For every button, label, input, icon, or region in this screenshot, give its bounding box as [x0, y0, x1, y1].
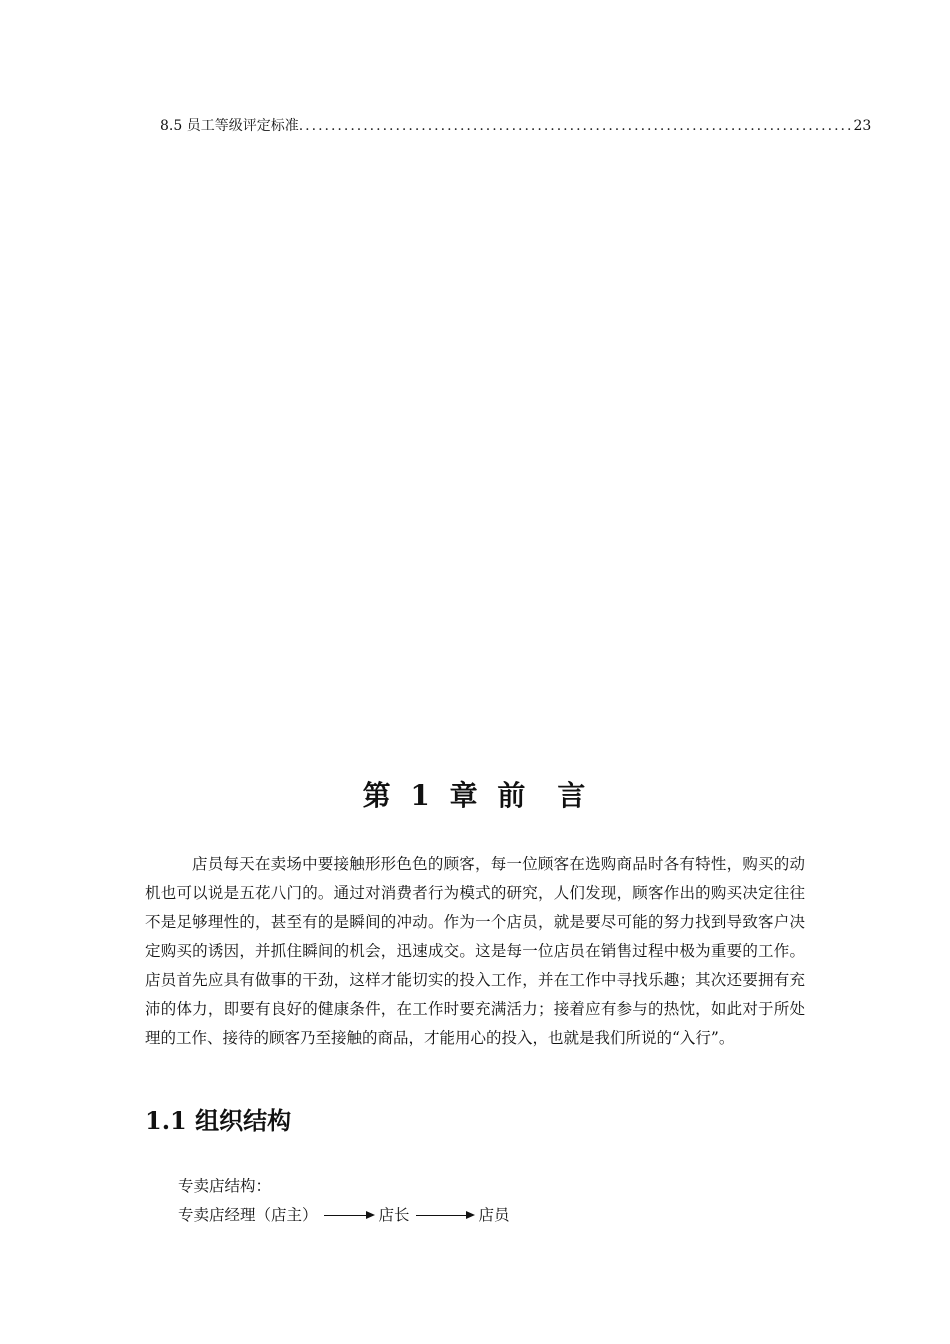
toc-entry-page: 23	[853, 118, 872, 134]
body-paragraph: 店员每天在卖场中要接触形形色色的顾客，每一位顾客在选购商品时各有特性，购买的动机也可以说是五花八门的。通过对消费者行为模式的研究，人们发现，顾客作出的购买决定往往不是足够理性的，甚至有的是瞬间的冲动。作为一个店员，就是要尽可能的努力找到导致客户决定购买的诱因，并抓住瞬间的机会，迅速成交。这是每一位店员在销售过程中极为重要的工作。店员首先应具有做事的干劲，这样才能切实的投入工作，并在工作中寻找乐趣；其次还要拥有充沛的体力，即要有良好的健康条件，在工作时要充满活力；接着应有参与的热忱，如此对于所处理的工作、接待的顾客乃至接触的商品，才能用心的投入，也就是我们所说的“入行”。	[145, 855, 805, 1047]
toc-entry-label: 8.5 员工等级评定标准	[160, 118, 299, 134]
structure-node-manager: 专卖店经理（店主）	[178, 1206, 318, 1224]
structure-label: 专卖店结构：	[178, 1177, 272, 1195]
toc-leader-dots: ......................................................................................	[298, 118, 854, 134]
structure-node-store-manager: 店长	[378, 1206, 410, 1224]
structure-chain	[178, 1203, 510, 1227]
structure-node-clerk: 店员	[478, 1206, 510, 1224]
chapter-title: 第 1 章 前 言	[362, 779, 588, 812]
arrow-right-icon	[416, 1203, 475, 1227]
section-heading: 1.1 组织结构	[145, 1106, 292, 1135]
arrow-right-icon	[324, 1203, 375, 1227]
toc-entry[interactable]	[160, 116, 872, 136]
